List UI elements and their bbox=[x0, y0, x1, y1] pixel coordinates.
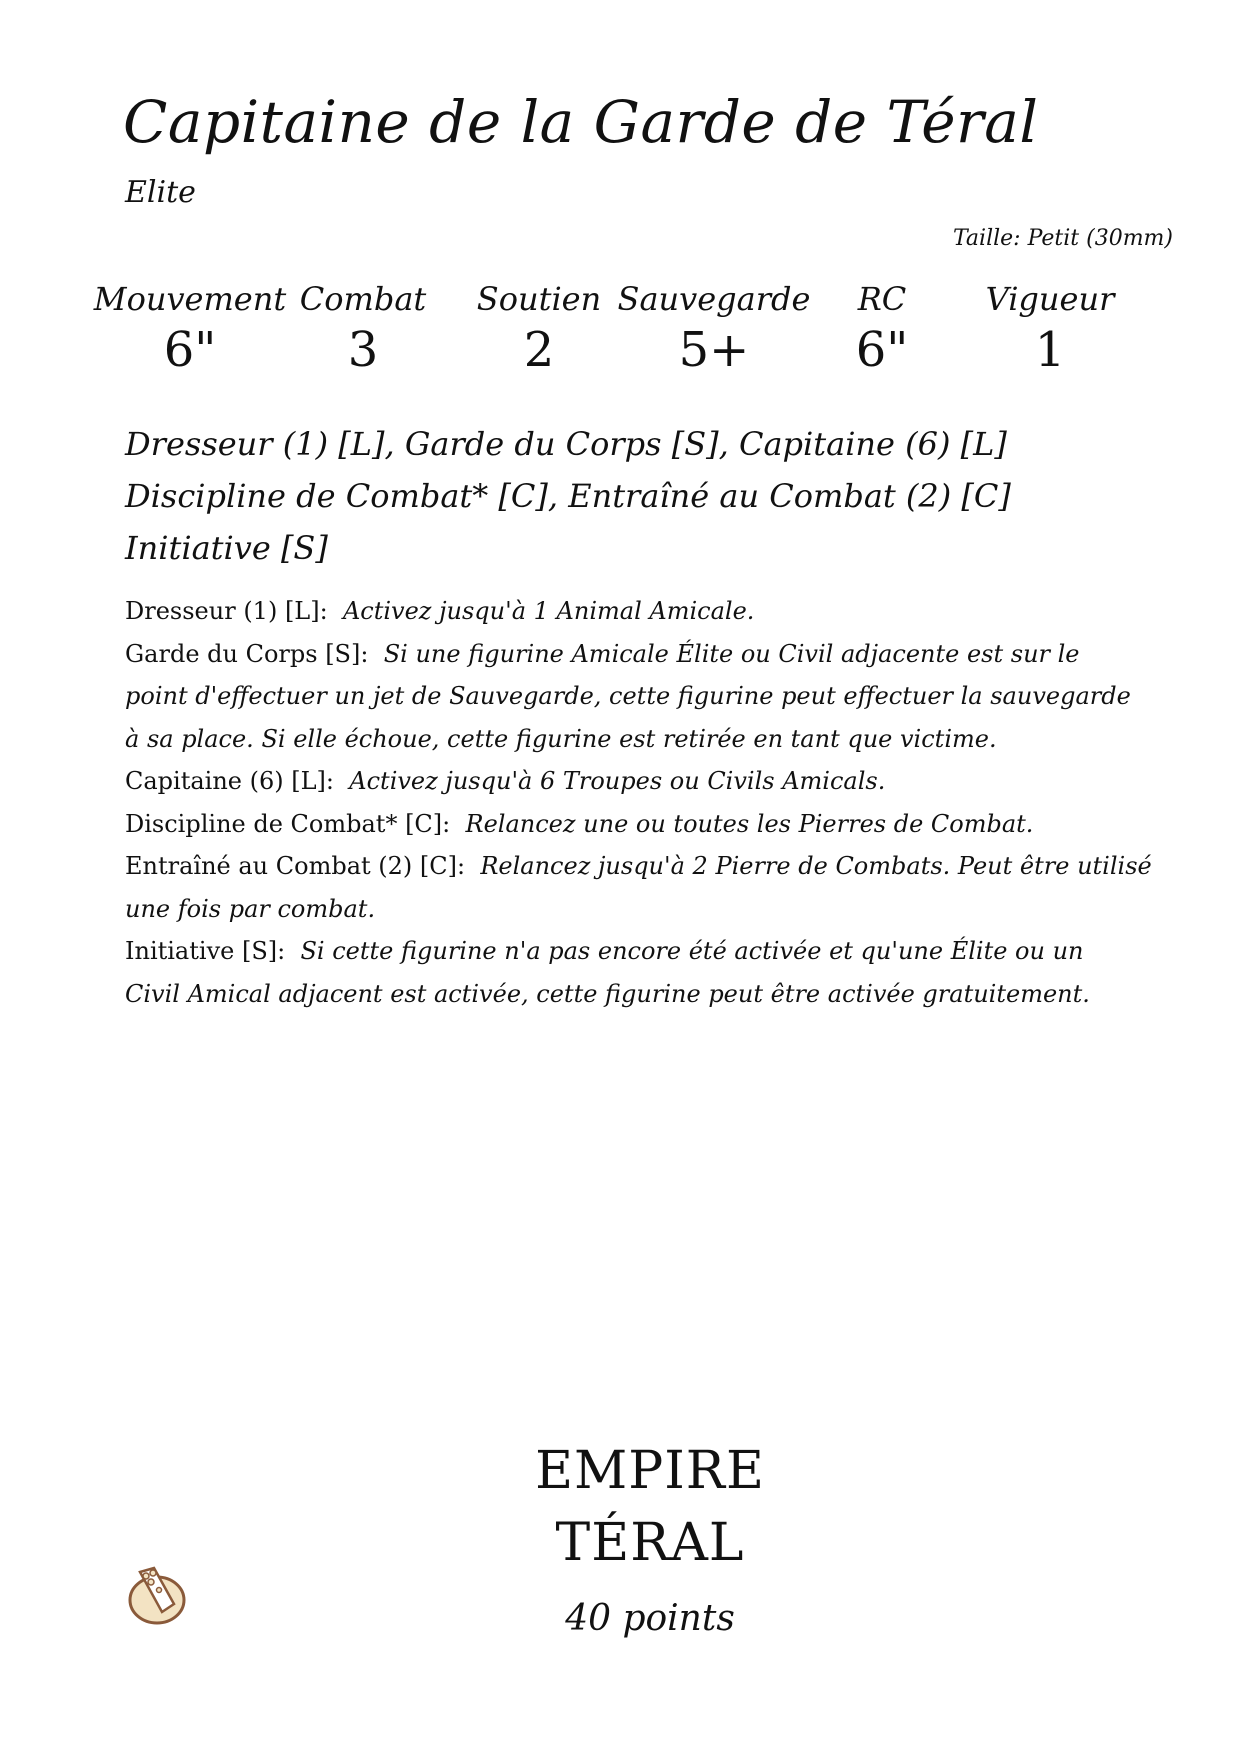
stat-value: 3 bbox=[347, 322, 379, 378]
ability-text: une fois par combat. bbox=[125, 894, 376, 923]
description-line bbox=[125, 633, 1125, 676]
stat-soutien bbox=[439, 280, 639, 378]
ability-text: Relancez une ou toutes les Pierres de Combat. bbox=[465, 809, 1034, 838]
ability-name: Entraîné au Combat (2) [C]: bbox=[125, 852, 466, 880]
faction-line: EMPIRE bbox=[535, 1441, 765, 1501]
stat-mouvement bbox=[90, 280, 290, 378]
stat-label: Vigueur bbox=[985, 280, 1115, 318]
ability-line: Initiative [S] bbox=[125, 529, 328, 567]
ability-text: à sa place. Si elle échoue, cette figurine est retirée en tant que victime. bbox=[125, 724, 997, 753]
ability-line: Discipline de Combat* [C], Entraîné au Combat (2) [C] bbox=[125, 477, 1011, 515]
description-line bbox=[125, 973, 1125, 1016]
ability-line: Dresseur (1) [L], Garde du Corps [S], Capitaine (6) [L] bbox=[125, 425, 1007, 463]
description-line bbox=[125, 675, 1131, 718]
unit-title: Capitaine de la Garde de Téral bbox=[123, 88, 1039, 156]
description-line bbox=[125, 845, 1152, 888]
dice-hand-logo-icon bbox=[126, 1560, 188, 1626]
ability-name: Garde du Corps [S]: bbox=[125, 639, 369, 668]
stat-label: RC bbox=[857, 280, 907, 318]
points-cost: 40 points bbox=[565, 1598, 735, 1639]
ability-text: Activez jusqu'à 1 Animal Amicale. bbox=[342, 597, 755, 625]
stat-value: 6" bbox=[163, 322, 217, 378]
stat-value: 5+ bbox=[678, 322, 750, 378]
description-line bbox=[125, 760, 1125, 803]
stat-value: 2 bbox=[523, 322, 555, 378]
stat-label: Soutien bbox=[476, 280, 602, 318]
stat-value: 1 bbox=[1034, 322, 1066, 378]
ability-text: Relancez jusqu'à 2 Pierre de Combats. Peut être utilisé bbox=[480, 852, 1152, 880]
ability-name: Discipline de Combat* [C]: bbox=[125, 809, 451, 838]
stats-row bbox=[93, 280, 1168, 390]
stat-value: 6" bbox=[855, 322, 909, 378]
stat-label: Sauvegarde bbox=[617, 280, 811, 318]
ability-text: Si cette figurine n'a pas encore été activée et qu'une Élite ou un bbox=[300, 937, 1084, 965]
unit-category: Elite bbox=[125, 175, 196, 210]
description-line bbox=[125, 718, 1125, 761]
stat-vigueur bbox=[950, 280, 1150, 378]
ability-text: Si une figurine Amicale Élite ou Civil adjacente est sur le bbox=[383, 639, 1080, 668]
description-line bbox=[125, 590, 1125, 633]
stat-label: Combat bbox=[299, 280, 427, 318]
ability-text: Civil Amical adjacent est activée, cette figurine peut être activée gratuitement. bbox=[125, 979, 1090, 1008]
ability-text: point d'effectuer un jet de Sauvegarde, cette figurine peut effectuer la sauvegarde bbox=[125, 682, 1131, 710]
ability-name: Capitaine (6) [L]: bbox=[125, 767, 335, 795]
faction-name bbox=[520, 1435, 780, 1579]
ability-text: Activez jusqu'à 6 Troupes ou Civils Amicals. bbox=[349, 767, 886, 795]
stat-combat bbox=[263, 280, 463, 378]
faction-line: TÉRAL bbox=[555, 1513, 745, 1573]
ability-name: Dresseur (1) [L]: bbox=[125, 597, 328, 625]
description-line bbox=[125, 803, 1125, 846]
ability-descriptions bbox=[125, 590, 1152, 1015]
ability-name: Initiative [S]: bbox=[125, 937, 286, 965]
description-line bbox=[125, 930, 1125, 973]
stat-label: Mouvement bbox=[93, 280, 287, 318]
abilities-list bbox=[125, 418, 1125, 574]
description-line bbox=[125, 888, 1125, 931]
unit-size: Taille: Petit (30mm) bbox=[952, 226, 1173, 251]
